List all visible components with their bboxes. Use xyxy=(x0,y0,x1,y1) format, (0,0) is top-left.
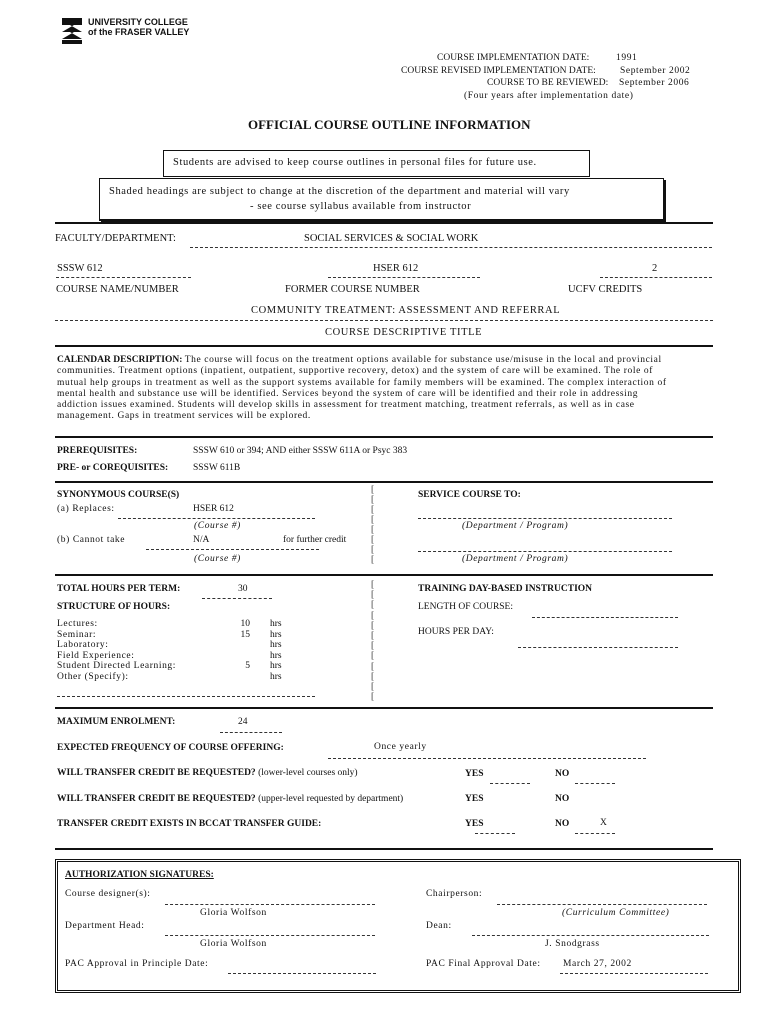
transfer-q2 xyxy=(57,794,403,804)
hours-row-unit: hrs xyxy=(270,661,282,671)
transfer-q1-note: (lower-level courses only) xyxy=(258,768,358,778)
college-name-line1: UNIVERSITY COLLEGE xyxy=(88,17,188,27)
replaces-course-hash: (Course #) xyxy=(194,521,241,531)
calendar-line-4: mental health and substance use will be identified. Services beyond the system of care will be identified and their role in addressing xyxy=(57,388,639,399)
hours-row-label: Student Directed Learning: xyxy=(57,661,177,671)
synonymous-label: SYNONYMOUS COURSE(S) xyxy=(57,490,180,500)
revised-date-label: COURSE REVISED IMPLEMENTATION DATE: xyxy=(401,66,596,76)
transfer-q2-yes[interactable]: YES xyxy=(465,794,484,804)
calendar-line-6: management. Gaps in treatment services will be explored. xyxy=(57,411,311,422)
transfer-q3-mark: X xyxy=(600,818,607,828)
max-enrolment-label: MAXIMUM ENROLMENT: xyxy=(57,717,176,727)
replaces-label: (a) Replaces: xyxy=(57,504,115,514)
frequency-label: EXPECTED FREQUENCY OF COURSE OFFERING: xyxy=(57,743,284,753)
credits-value: 2 xyxy=(652,263,658,274)
transfer-q1-label: WILL TRANSFER CREDIT BE REQUESTED? xyxy=(57,768,256,778)
cannot-course-hash: (Course #) xyxy=(194,554,241,564)
service-course-label: SERVICE COURSE TO: xyxy=(418,490,521,500)
faculty-value: SOCIAL SERVICES & SOCIAL WORK xyxy=(304,233,479,244)
notice-box-shaded xyxy=(99,178,664,221)
notice-files-text: Students are advised to keep course outlines in personal files for future use. xyxy=(173,157,537,168)
calendar-line-2: communities. Treatment options (inpatient, outpatient, supportive recovery, detox) and the system of care will be examined. The role of xyxy=(57,366,653,377)
divider xyxy=(55,848,713,850)
transfer-q3-no[interactable]: NO xyxy=(555,819,570,829)
chair-note: (Curriculum Committee) xyxy=(562,908,670,918)
chair-signature-line[interactable] xyxy=(497,904,707,905)
bracket-separator: [ [ [ [ [ [ [ [ xyxy=(371,485,375,565)
college-name-line2: of the FRASER VALLEY xyxy=(88,27,190,37)
former-number-value: HSER 612 xyxy=(373,263,419,274)
prereq-label: PREREQUISITES: xyxy=(57,446,138,456)
divider xyxy=(55,436,713,438)
total-hours-line xyxy=(202,598,272,599)
frequency-value: Once yearly xyxy=(374,742,427,752)
length-of-course-label: LENGTH OF COURSE: xyxy=(418,602,514,612)
chair-label: Chairperson: xyxy=(426,889,483,899)
dean-label: Dean: xyxy=(426,921,452,931)
calendar-line-5: addiction issues examined. Students will develop skills in assessment for treatment matching, treatment referrals, as well as in case xyxy=(57,400,635,411)
hours-row-value xyxy=(230,672,250,683)
transfer-q1-no-line xyxy=(575,783,615,784)
coreq-value: SSSW 611B xyxy=(193,463,241,473)
transfer-q3-yes[interactable]: YES xyxy=(465,819,484,829)
transfer-q1-no[interactable]: NO xyxy=(555,769,570,779)
coreq-label: PRE- or COREQUISITES: xyxy=(57,463,169,473)
course-number-label: COURSE NAME/NUMBER xyxy=(56,284,179,295)
hours-row-value: 10 xyxy=(240,619,250,629)
hours-per-day-label: HOURS PER DAY: xyxy=(418,627,494,637)
designer-signature-line[interactable] xyxy=(165,904,375,905)
bracket-separator: [ [ [ [ [ [ [ [ [ [ [ [ xyxy=(371,580,375,703)
notice-box-files xyxy=(163,150,590,177)
hours-row-unit: hrs xyxy=(270,629,282,640)
credits-line xyxy=(600,277,712,278)
calendar-label: CALENDAR DESCRIPTION: xyxy=(57,355,183,365)
cannot-take-value: N/A xyxy=(193,535,210,545)
service-line-2 xyxy=(418,551,672,552)
hours-row-label: Other (Specify): xyxy=(57,671,129,682)
hours-values xyxy=(230,619,250,682)
hours-row-label: Lectures: xyxy=(57,619,98,629)
hours-labels xyxy=(57,619,176,682)
transfer-q3-no-line xyxy=(575,833,615,834)
hours-row-value xyxy=(230,651,250,662)
other-specify-line xyxy=(57,696,315,697)
revised-date-value: September 2002 xyxy=(620,66,691,76)
max-enrolment-value: 24 xyxy=(238,717,248,727)
former-number-line xyxy=(328,277,480,278)
prereq-value: SSSW 610 or 394; AND either SSSW 611A or Psyc 383 xyxy=(193,446,408,456)
transfer-q3-label: TRANSFER CREDIT EXISTS IN BCCAT TRANSFER GUIDE: xyxy=(57,819,322,829)
course-title-line xyxy=(55,320,713,321)
divider xyxy=(55,222,713,224)
hours-row-value: 15 xyxy=(240,629,250,640)
transfer-q3-yes-line xyxy=(475,833,515,834)
total-hours-value: 30 xyxy=(238,584,248,594)
transfer-q2-note: (upper-level requested by department) xyxy=(258,794,404,804)
structure-label: STRUCTURE OF HOURS: xyxy=(57,602,171,612)
dean-name: J. Snodgrass xyxy=(545,939,600,949)
transfer-q1 xyxy=(57,768,358,778)
hours-row-label: Laboratory: xyxy=(57,640,109,650)
impl-date-value: 1991 xyxy=(616,53,638,63)
course-number-line xyxy=(56,277,191,278)
divider xyxy=(55,707,713,709)
hours-row-unit: hrs xyxy=(270,640,282,650)
faculty-label: FACULTY/DEPARTMENT: xyxy=(55,233,176,244)
cannot-take-line xyxy=(146,549,319,550)
course-title-label: COURSE DESCRIPTIVE TITLE xyxy=(325,327,483,338)
course-number-value: SSSW 612 xyxy=(57,263,103,274)
hours-per-day-line xyxy=(518,647,678,648)
hours-row-unit: hrs xyxy=(270,650,282,661)
pac-principle-label: PAC Approval in Principle Date: xyxy=(65,959,209,969)
hours-row-label: Seminar: xyxy=(57,629,97,640)
hours-units xyxy=(270,619,282,682)
designer-name: Gloria Wolfson xyxy=(200,908,267,918)
page-title: OFFICIAL COURSE OUTLINE INFORMATION xyxy=(248,117,531,132)
course-title-value: COMMUNITY TREATMENT: ASSESSMENT AND REFERRAL xyxy=(251,305,561,316)
review-note: (Four years after implementation date) xyxy=(464,91,634,101)
former-number-label: FORMER COURSE NUMBER xyxy=(285,284,420,295)
pac-final-label: PAC Final Approval Date: xyxy=(426,959,541,969)
notice-shaded-line2: - see course syllabus available from instructor xyxy=(250,201,472,212)
transfer-q2-label: WILL TRANSFER CREDIT BE REQUESTED? xyxy=(57,794,256,804)
hours-row-label: Field Experience: xyxy=(57,650,135,661)
hours-row-unit: hrs xyxy=(270,671,282,682)
transfer-q1-yes-line xyxy=(490,783,530,784)
further-credit-text: for further credit xyxy=(283,535,347,545)
impl-date-label: COURSE IMPLEMENTATION DATE: xyxy=(437,53,590,63)
college-logo-icon xyxy=(60,16,84,46)
divider xyxy=(55,574,713,576)
dept-head-name: Gloria Wolfson xyxy=(200,939,267,949)
dept-head-signature-line[interactable] xyxy=(165,935,375,936)
replaces-value: HSER 612 xyxy=(193,504,234,514)
frequency-line xyxy=(328,758,646,759)
calendar-line-1: The course will focus on the treatment options available for substance use/misuse in the local and provincial xyxy=(184,355,662,365)
pac-final-line xyxy=(560,973,708,974)
dept-head-label: Department Head: xyxy=(65,921,145,931)
review-date-label: COURSE TO BE REVIEWED: xyxy=(487,78,609,88)
calendar-description xyxy=(57,355,727,423)
dean-signature-line[interactable] xyxy=(472,935,709,936)
faculty-line xyxy=(190,247,712,248)
divider xyxy=(55,481,713,483)
service-line-1 xyxy=(418,518,672,519)
hours-row-value xyxy=(230,640,250,651)
replaces-line xyxy=(118,518,315,519)
authorization-label: AUTHORIZATION SIGNATURES: xyxy=(65,870,214,880)
transfer-q1-yes[interactable]: YES xyxy=(465,769,484,779)
hours-row-value: 5 xyxy=(245,661,250,671)
transfer-q2-no[interactable]: NO xyxy=(555,794,570,804)
service-dept-2: (Department / Program) xyxy=(462,554,569,564)
length-of-course-line xyxy=(532,617,678,618)
calendar-line-3: mutual help groups in treatment as well as the support systems available for family members will be examined. The complex interaction of xyxy=(57,377,667,388)
total-hours-label: TOTAL HOURS PER TERM: xyxy=(57,584,181,594)
divider xyxy=(55,345,713,347)
training-label: TRAINING DAY-BASED INSTRUCTION xyxy=(418,584,593,594)
pac-final-value: March 27, 2002 xyxy=(563,959,632,969)
pac-principle-line[interactable] xyxy=(228,973,376,974)
max-enrolment-line xyxy=(220,732,282,733)
hours-row-unit: hrs xyxy=(270,619,282,629)
credits-label: UCFV CREDITS xyxy=(568,284,643,295)
service-dept-1: (Department / Program) xyxy=(462,521,569,531)
notice-shaded-line1: Shaded headings are subject to change at the discretion of the department and material will vary xyxy=(109,186,570,197)
review-date-value: September 2006 xyxy=(619,78,690,88)
cannot-take-label: (b) Cannot take xyxy=(57,535,126,545)
designer-label: Course designer(s): xyxy=(65,889,151,899)
